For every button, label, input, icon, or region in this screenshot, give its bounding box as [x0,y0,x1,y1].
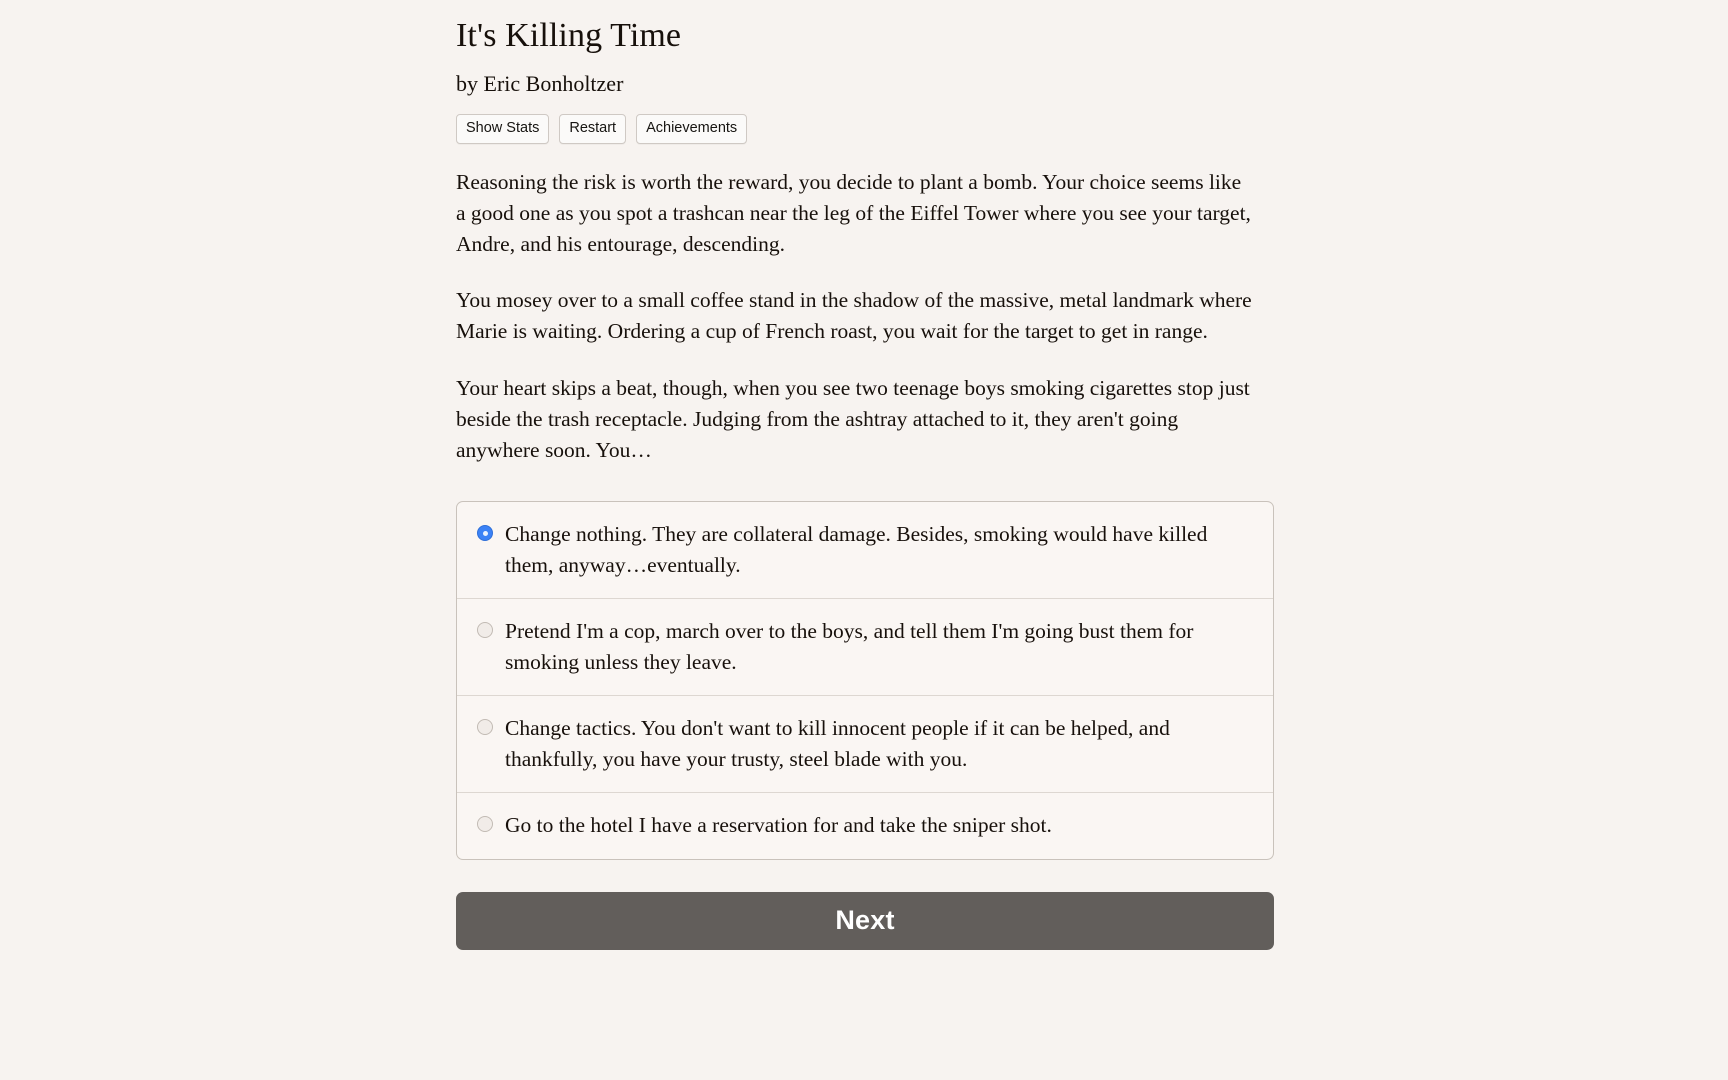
page-title: It's Killing Time [456,17,682,54]
choice-option[interactable] [457,696,1273,793]
author-byline: by Eric Bonholtzer [456,71,624,97]
show-stats-button[interactable]: Show Stats [456,114,549,144]
choice-label: Change nothing. They are collateral damage. Besides, smoking would have killed them, anyway…eventually. [505,522,1208,577]
toolbar [456,114,1274,144]
story-paragraph: Reasoning the risk is worth the reward, you decide to plant a bomb. Your choice seems like a good one as you spot a trashcan near the leg of the Eiffel Tower where you see your target, Andre, and his entourage, descending. [456,169,1251,256]
radio-unselected-icon[interactable] [477,719,493,735]
choice-label: Pretend I'm a cop, march over to the boys, and tell them I'm going bust them for smoking unless they leave. [505,619,1194,674]
choice-option[interactable] [457,599,1273,696]
radio-unselected-icon[interactable] [477,622,493,638]
achievements-button[interactable]: Achievements [636,114,747,144]
next-button[interactable]: Next [456,892,1274,950]
choice-option[interactable] [457,502,1273,599]
story-paragraph: Your heart skips a beat, though, when you see two teenage boys smoking cigarettes stop just beside the trash receptacle. Judging from the ashtray attached to it, they aren't going anywhere soon. You… [456,376,1250,463]
story-paragraph: You mosey over to a small coffee stand in the shadow of the massive, metal landmark where Marie is waiting. Ordering a cup of French roast, you wait for the target to get in range. [456,288,1252,344]
choice-list [456,501,1274,860]
restart-button[interactable]: Restart [559,114,626,144]
choice-option[interactable] [457,793,1273,859]
radio-selected-icon[interactable] [477,525,493,541]
game-content-column [456,0,1274,950]
radio-unselected-icon[interactable] [477,816,493,832]
choice-label: Go to the hotel I have a reservation for and take the sniper shot. [505,813,1052,838]
story-text [456,167,1274,467]
choice-label: Change tactics. You don't want to kill innocent people if it can be helped, and thankfully, you have your trusty, steel blade with you. [505,716,1170,771]
